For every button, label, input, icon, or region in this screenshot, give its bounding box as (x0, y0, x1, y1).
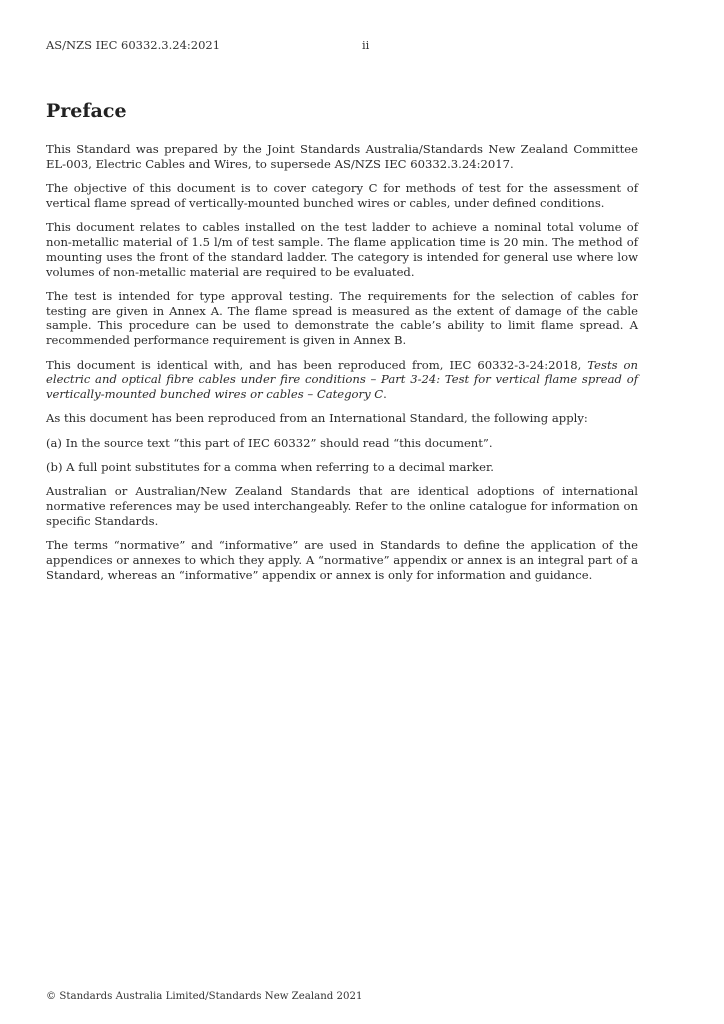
page-title: Preface (46, 100, 127, 122)
identical-with-lead: This document is identical with, and has been reproduced from, IEC 60332-3-24:2018, (46, 357, 588, 372)
document-code: AS/NZS IEC 60332.3.24:2021 (46, 38, 221, 52)
paragraph-test-ladder: This document relates to cables installed on the test ladder to achieve a nominal total volume of non-metallic material of 1.5 l/m of test sample. The flame application time is 20 min. The method of mounting uses the front of the standard ladder. The category is intended for general use where low volumes of non-metallic material are required to be evaluated. (46, 220, 638, 279)
identical-with-end: . (383, 387, 387, 402)
paragraph-type-approval: The test is intended for type approval testing. The requirements for the selection of cables for testing are given in Annex A. The flame spread is measured as the extent of damage of the cable sample. This procedure can be used to demonstrate the cable’s ability to limit flame spread. A recommended performance requirement is given in Annex B. (46, 288, 638, 348)
list-item-b: (b) A full point substitutes for a comma when referring to a decimal marker. (46, 460, 494, 475)
page-number: ii (362, 38, 370, 52)
iec-standard-title: Tests on electric and optical fibre cables under fire conditions – Part 3-24: Test for vertical flame spread of vertically-mounted bunched wires or cables – Category C (46, 357, 638, 402)
preface-body (46, 142, 638, 592)
paragraph-normative-informative: The terms “normative” and “informative” are used in Standards to define the application of the appendices or annexes to which they apply. A “normative” appendix or annex is an integral part of a Standard, whereas an “informative” appendix or annex is only for information and guidance. (46, 538, 638, 582)
paragraph-objective: The objective of this document is to cover category C for methods of test for the assessment of vertical flame spread of vertically-mounted bunched wires or cables, under defined conditions. (46, 181, 638, 210)
paragraph-normative-references: Australian or Australian/New Zealand Standards that are identical adoptions of international normative references may be used interchangeably. Refer to the online catalogue for information on specific Standards. (46, 484, 638, 528)
paragraph-committee: This Standard was prepared by the Joint Standards Australia/Standards New Zealand Committee EL-003, Electric Cables and Wires, to supersede AS/NZS IEC 60332.3.24:2017. (46, 142, 638, 171)
list-item-a: (a) In the source text “this part of IEC 60332” should read “this document”. (46, 435, 493, 450)
paragraph-following-apply: As this document has been reproduced from an International Standard, the following apply: (46, 411, 588, 426)
paragraph-identical-with (46, 358, 638, 402)
page-footer-copyright: © Standards Australia Limited/Standards New Zealand 2021 (46, 991, 363, 1002)
